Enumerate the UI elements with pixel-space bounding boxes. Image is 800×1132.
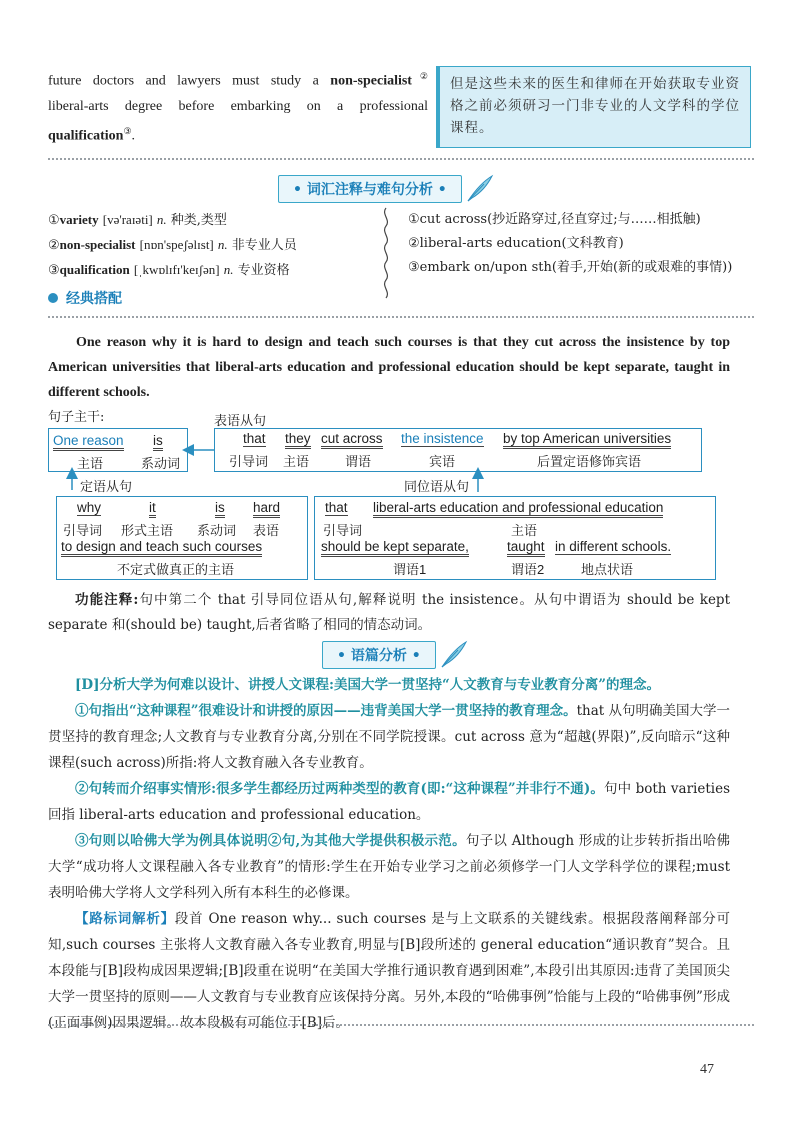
discourse-banner: • 语篇分析 • (322, 641, 436, 669)
analysis-paragraph: ③句则以哈佛大学为例具体说明②句,为其他大学提供积极示范。句子以 Although 形成的让步转折指出哈佛大学“成功将人文课程融入各专业教育”的情形:学生在开始专业学习之前必须修学一门人文学科学位的课程;must 表明哈佛大学将人文学科列入所有本科生的必修课。 (48, 833, 731, 901)
clause-word: liberal-arts education and professional education (373, 500, 663, 518)
clause-word: it (149, 500, 156, 518)
footnote-marker: ② (411, 71, 428, 81)
attributive-clause-box (56, 496, 308, 580)
clause-word: why (77, 500, 102, 515)
role-label: 形式主语 (121, 523, 174, 538)
clause-word: to design and teach such courses (61, 539, 262, 557)
analysis-section (48, 672, 730, 1036)
role-label: 引导词 (229, 454, 269, 469)
divider (48, 316, 754, 318)
divider (48, 1024, 754, 1026)
clause-word: by top American universities (503, 431, 671, 449)
clause-word: in different schools. (555, 539, 672, 554)
passage-text: future doctors and lawyers must study a (48, 73, 319, 89)
role-label: 引导词 (63, 523, 103, 538)
divider (48, 158, 754, 160)
role-label: 表语 (253, 523, 280, 538)
predicative-clause-label: 表语从句 (214, 414, 267, 429)
function-note-text: 句中第二个 that 引导同位语从句,解释说明 the insistence。从句中谓语为 should be kept separate 和(should be) taught,后者省略了相同的情态动词。 (48, 592, 731, 633)
verb-word: is (153, 433, 163, 451)
passage-keyword: qualification (48, 128, 124, 144)
clause-word: cut across (321, 431, 383, 449)
role-label: 不定式做真正的主语 (117, 562, 235, 577)
page-number: 47 (700, 1062, 714, 1077)
role-label: 谓语 (345, 454, 372, 469)
clause-word: that (325, 500, 348, 515)
main-clause-label: 句子主干: (48, 410, 105, 425)
quill-icon (438, 640, 468, 670)
vocab-entry: ③qualification [ˌkwɒlɪfɪ'keɪʃən] n. 专业资格 (48, 262, 290, 278)
passage-text: . (131, 128, 136, 144)
subject-word: One reason (53, 433, 124, 451)
clause-word: they (285, 431, 311, 449)
analysis-paragraph: 【路标词解析】段首 One reason why... such courses 是与上文联系的关键线索。根据段落阐释部分可知,such courses 主张将人文教育融入各专业教育,明显与[B]段所述的 general education“通识教育”契合。且本段能与[B]段构成因果逻辑;[B]段重在说明“在美国大学推行通识教育遇到困难”,本段引出其原因:违背了美国顶尖大学一贯坚持的原则——人文教育与专业教育应该保持分离。另外,本段的“哈佛事例”恰能与上段的“哈佛事例”形成(正面事例)因果逻辑。故本段极有可能位于[B]后。 (48, 911, 731, 1031)
function-note-label: 功能注释: (75, 592, 139, 608)
analysis-paragraph: ②句转而介绍事实情形:很多学生都经历过两种类型的教育(即:“这种课程”并非行不通)。句中 both varieties 回指 liberal-arts education and professional education。 (48, 781, 730, 823)
passage-text: liberal-arts degree before embarking on a professional (48, 98, 428, 114)
phrase-entry: ③embark on/upon sth(着手,开始(新的或艰难的事情)) (408, 260, 733, 275)
clause-word: the insistence (401, 431, 484, 446)
vocab-banner-wrap (278, 174, 494, 204)
clause-word: hard (253, 500, 280, 518)
clause-word: should be kept separate, (321, 539, 469, 557)
role-label: 地点状语 (581, 562, 634, 577)
attributive-clause-label: 定语从句 (80, 480, 133, 495)
role-label: 宾语 (429, 454, 456, 469)
appositive-clause-box (314, 496, 716, 580)
footnote-marker: ③ (123, 125, 132, 136)
top-passage (48, 64, 428, 148)
role-label: 谓语1 (393, 562, 427, 577)
phrase-entry: ①cut across(抄近路穿过,径直穿过;与……相抵触) (408, 212, 701, 227)
role-label: 后置定语修饰宾语 (537, 454, 642, 469)
translation-text: 但是这些未来的医生和律师在开始获取专业资格之前必须研习一门非专业的人文学科的学位课程。 (450, 76, 740, 136)
role-label: 系动词 (197, 523, 237, 538)
role-label: 主语 (283, 454, 310, 469)
function-note (48, 588, 730, 638)
appositive-clause-label: 同位语从句 (404, 480, 470, 495)
chain-divider (380, 206, 392, 306)
collocation-label: 经典搭配 (48, 288, 122, 308)
passage-keyword: non-specialist (330, 73, 412, 89)
analysis-paragraph: ①句指出“这种课程”很难设计和讲授的原因——违背美国大学一贯坚持的教育理念。that 从句明确美国大学一贯坚持的教育理念;人文教育与专业教育分离,分别在不同学院授课。cut across 意为“超越(界限)”,反向暗示“这种课程(such across)所指:将人文教育融入各专业教育。 (48, 703, 730, 771)
clause-word: taught (507, 539, 545, 557)
vocab-entry: ②non-specialist [nɒn'speʃəlɪst] n. 非专业人员 (48, 237, 297, 253)
role-label: 主语 (77, 456, 104, 471)
clause-word: is (215, 500, 225, 518)
vocab-list-left (48, 208, 297, 283)
clause-word: that (243, 431, 266, 446)
quill-icon (464, 174, 494, 204)
phrase-entry: ②liberal-arts education(文科教育) (408, 236, 624, 251)
discourse-banner-wrap (322, 640, 468, 670)
vocab-list-right (408, 208, 732, 280)
role-label: 谓语2 (511, 562, 545, 577)
vocab-banner: • 词汇注释与难句分析 • (278, 175, 462, 203)
analysis-heading: [D]分析大学为何难以设计、讲授人文课程:美国大学一贯坚持“人文教育与专业教育分离”的理念。 (75, 677, 660, 693)
role-label: 系动词 (141, 456, 181, 471)
key-sentence: One reason why it is hard to design and teach such courses is that they cut across the insistence by top American universities that liberal-arts education and professional education should be kept separate, taught in different schools. (48, 335, 730, 400)
bullet-dot-icon (48, 293, 58, 303)
vocab-entry: ①variety [və'raɪəti] n. 种类,类型 (48, 212, 227, 228)
translation-box (436, 66, 751, 148)
role-label: 引导词 (323, 523, 363, 538)
role-label: 主语 (511, 523, 538, 538)
